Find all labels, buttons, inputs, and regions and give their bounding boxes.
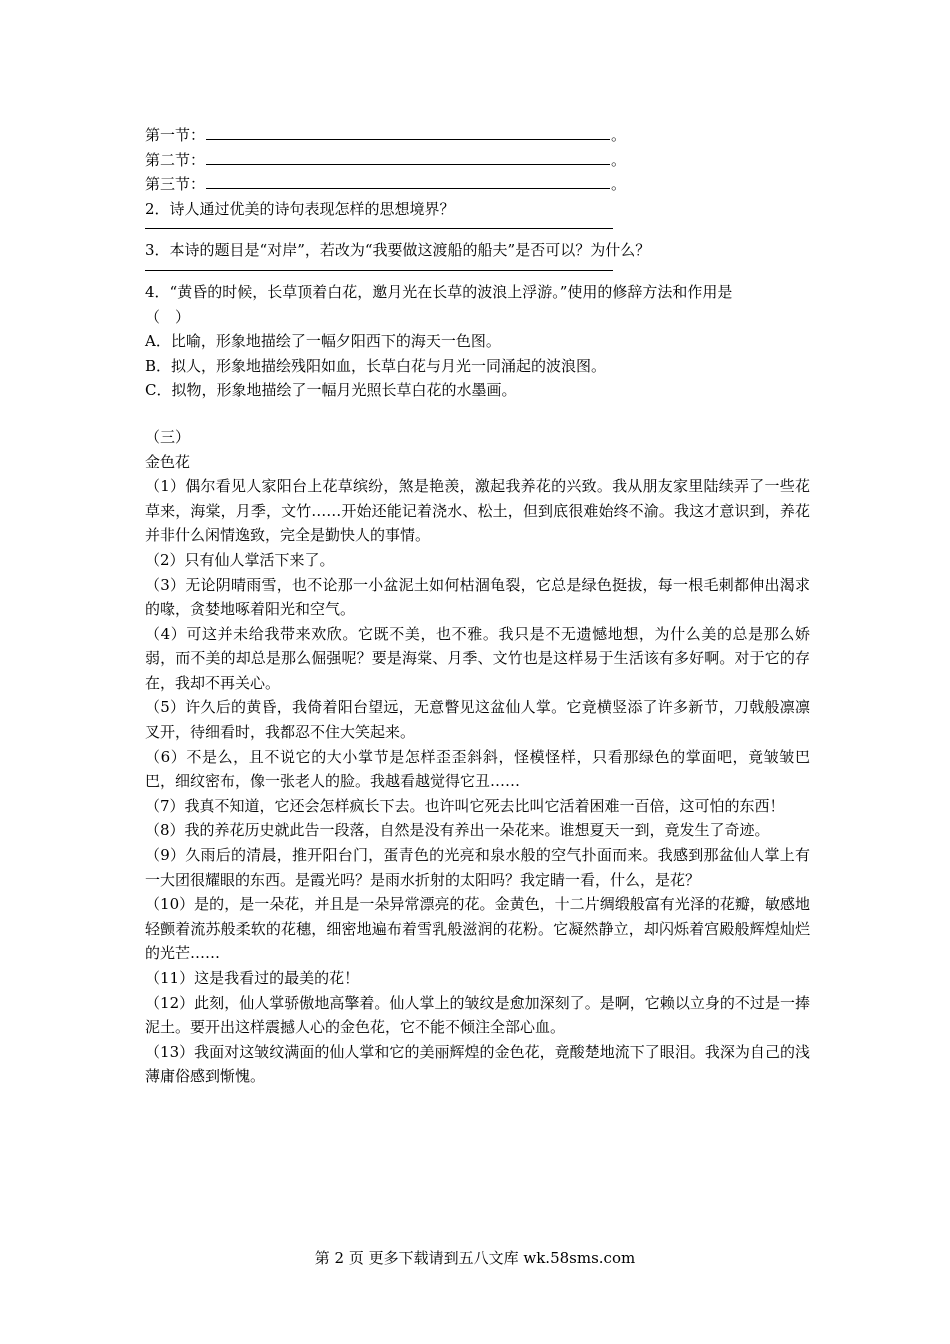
passage-paragraph: （4）可这并未给我带来欢欣。它既不美，也不雅。我只是不无遗憾地想，为什么美的总是那么娇弱，而不美的却总是那么倔强呢？要是海棠、月季、文竹也是这样易于生活该有多好啊。对于它的存在，我却不再关心。 xyxy=(145,624,810,692)
passage-paragraph: （10）是的，是一朵花，并且是一朵异常漂亮的花。金黄色，十二片绸缎般富有光泽的花瓣，敏感地轻颤着流苏般柔软的花穗，细密地遍布着雪乳般滋润的花粉。它凝然静立，却闪烁着宫殿般辉煌灿烂的光芒…… xyxy=(145,895,810,963)
question-2-answer-line[interactable] xyxy=(145,221,613,229)
passage-paragraph: （1）偶尔看见人家阳台上花草缤纷，煞是艳羡，激起我养花的兴致。我从朋友家里陆续弄了一些花草来，海棠，月季，文竹……开始还能记着浇水、松土，但到底很难始终不渝。我这才意识到，养花并非什么闲情逸致，完全是勤快人的事情。 xyxy=(145,477,810,545)
passage-paragraph: （7）我真不知道，它还会怎样疯长下去。也许叫它死去比叫它活着困难一百倍，这可怕的东西！ xyxy=(145,796,785,815)
answer-blank[interactable] xyxy=(206,148,610,165)
option-c: C．拟物，形象地描绘了一幅月光照长草白花的水墨画。 xyxy=(145,381,517,400)
passage-paragraph: （12）此刻，仙人掌骄傲地高擎着。仙人掌上的皱纹是愈加深刻了。是啊，它赖以立身的不过是一捧泥土。要开出这样震撼人心的金色花，它不能不倾注全部心血。 xyxy=(145,993,810,1037)
passage-paragraph: （13）我面对这皱纹满面的仙人掌和它的美丽辉煌的金色花，竟酸楚地流下了眼泪。我深为自己的浅薄庸俗感到惭愧。 xyxy=(145,1042,810,1086)
section-end: 。 xyxy=(611,150,627,169)
section-label: 第一节： xyxy=(145,126,206,144)
option-b: B．拟人，形象地描绘残阳如血，长草白花与月光一同涌起的波浪图。 xyxy=(145,356,607,375)
answer-blank[interactable] xyxy=(206,172,610,189)
question-4: 4．“黄昏的时候，长草顶着白花，邀月光在长草的波浪上浮游。”使用的修辞方法和作用是 xyxy=(145,282,733,301)
passage-paragraph: （3）无论阴晴雨雪，也不论那一小盆泥土如何枯涸龟裂，它总是绿色挺拔，每一根毛刺都伸出渴求的喙，贪婪地啄着阳光和空气。 xyxy=(145,575,810,619)
passage-paragraph: （11）这是我看过的最美的花！ xyxy=(145,969,360,987)
passage-paragraph: （2）只有仙人掌活下来了。 xyxy=(145,550,335,569)
passage-paragraph: （9）久雨后的清晨，推开阳台门，蛋青色的光亮和泉水般的空气扑面而来。我感到那盆仙人掌上有一大团很耀眼的东西。是霞光吗？是雨水折射的太阳吗？我定睛一看，什么，是花？ xyxy=(145,846,810,889)
question-3-answer-line[interactable] xyxy=(145,263,613,271)
option-a: A．比喻，形象地描绘了一幅夕阳西下的海天一色图。 xyxy=(145,332,501,351)
question-4-answer-paren: （ ） xyxy=(145,307,191,326)
section-end: 。 xyxy=(611,126,627,144)
passage-section-label: （三） xyxy=(145,427,191,446)
section-end: 。 xyxy=(611,175,627,194)
section-1-answer-line xyxy=(145,123,810,148)
passage-paragraph: （6）不是么，且不说它的大小掌节是怎样歪歪斜斜，怪模怪样，只看那绿色的掌面吧，竟皱皱巴巴，细纹密布，像一张老人的脸。我越看越觉得它丑…… xyxy=(145,747,810,791)
question-3: 3．本诗的题目是“对岸”，若改为“我要做这渡船的船夫”是否可以？为什么？ xyxy=(145,241,651,260)
question-2: 2．诗人通过优美的诗句表现怎样的思想境界？ xyxy=(145,199,455,218)
passage-title: 金色花 xyxy=(145,452,191,471)
spacer xyxy=(145,403,810,425)
section-3-answer-line xyxy=(145,172,810,197)
passage-paragraph: （5）许久后的黄昏，我倚着阳台望远，无意瞥见这盆仙人掌。它竟横竖添了许多新节，刀戟般凛凛叉开，待细看时，我都忍不住大笑起来。 xyxy=(145,698,810,742)
document-page xyxy=(145,123,810,1089)
passage-paragraph: （8）我的养花历史就此告一段落，自然是没有养出一朵花来。谁想夏天一到，竟发生了奇迹。 xyxy=(145,821,770,840)
answer-blank[interactable] xyxy=(206,123,610,140)
section-2-answer-line xyxy=(145,148,810,173)
page-footer: 第 2 页 更多下载请到五八文库 wk.58sms.com xyxy=(314,1249,636,1267)
section-label: 第三节： xyxy=(145,175,206,194)
section-label: 第二节： xyxy=(145,150,206,169)
